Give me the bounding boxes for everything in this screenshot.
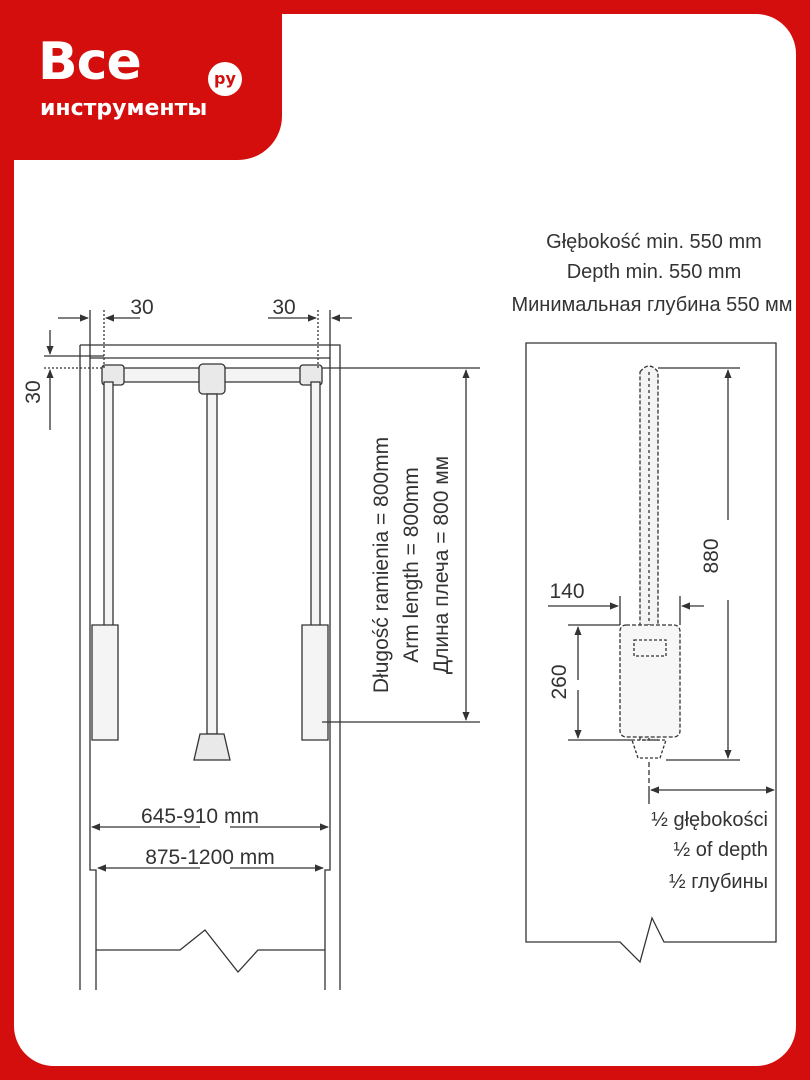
dim-right-gap-label: 30 [272,296,296,319]
half-depth-label-pl: ½ głębokości [651,809,768,831]
arm-length-label-en: Arm length = 800mm [400,467,423,663]
logo-badge: ру [208,62,242,96]
mounting-bracket [620,625,680,737]
half-depth-label-en: ½ of depth [673,839,768,861]
right-mount-plate [302,625,328,740]
arm-length-label-ru: Длина плеча = 800 мм [430,455,453,675]
cabinet-break-line [96,930,325,972]
depth-label-pl: Głębokość min. 550 mm [546,231,762,253]
dim-height-label: 880 [700,538,723,574]
center-handle-rod [207,394,217,734]
rail-center-hub [199,364,225,394]
depth-label-ru: Минимальная глубина 550 мм [511,294,793,316]
dim-bracket-height-label: 260 [548,664,571,700]
left-mount-plate [92,625,118,740]
dim-left-gap-label: 30 [130,296,154,319]
width-outer-label: 875-1200 mm [145,846,275,869]
arm-length-label-pl: Długość ramienia = 800mm [370,436,393,694]
dim-top-gap-label: 30 [22,380,45,404]
depth-label-en: Depth min. 550 mm [566,261,742,283]
logo-subtitle: инструменты [40,96,208,121]
side-handle-grip [632,740,666,758]
side-view [526,343,776,962]
center-handle-grip [194,734,230,760]
dim-bracket-width-label: 140 [549,580,585,603]
cabinet-top-panel [90,345,330,358]
width-inner-label: 645-910 mm [141,805,259,828]
logo-brand-text: Все [38,32,141,92]
half-depth-label-ru: ½ глубины [668,871,768,893]
